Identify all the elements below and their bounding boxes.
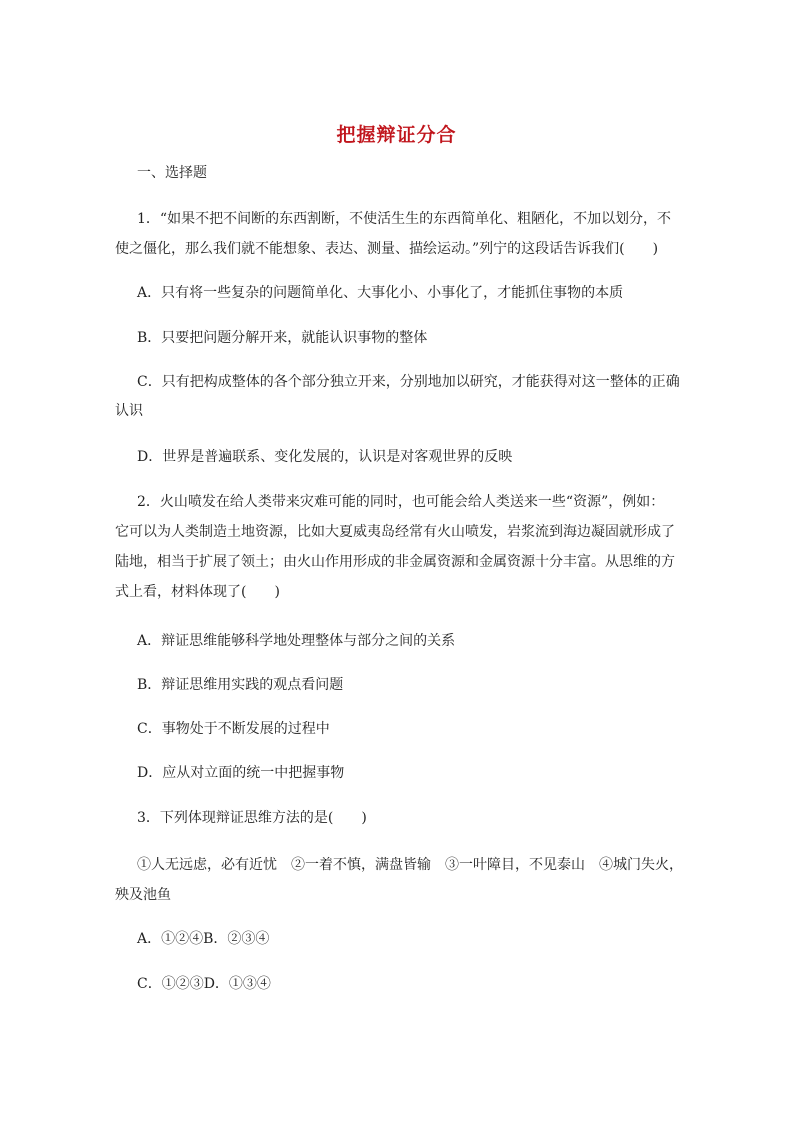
question-2-stem-line-3: 陆地，相当于扩展了领土；由火山作用形成的非金属资源和金属资源十分丰富。从思维的方 <box>115 554 675 570</box>
question-3-items-line-1: ①人无远虑，必有近忧 ②一着不慎，满盘皆输 ③一叶障目，不见泰山 ④城门失火， <box>137 857 683 873</box>
question-2-option-a: A．辩证思维能够科学地处理整体与部分之间的关系 <box>137 633 456 649</box>
question-3-stem-line-1: 3．下列体现辩证思维方法的是( ) <box>137 810 367 826</box>
question-3-option-cd: C．①②③D．①③④ <box>137 976 271 992</box>
question-3-option-ab: A．①②④B．②③④ <box>137 931 270 947</box>
question-2-option-b: B．辩证思维用实践的观点看问题 <box>137 677 344 693</box>
section-heading: 一、选择题 <box>137 165 207 181</box>
question-1-option-c-cont: 认识 <box>115 403 143 419</box>
question-3-items-line-2: 殃及池鱼 <box>115 887 171 903</box>
question-1-option-d: D．世界是普遍联系、变化发展的，认识是对客观世界的反映 <box>137 449 513 465</box>
question-2-option-c: C．事物处于不断发展的过程中 <box>137 721 330 737</box>
question-2-stem-line-2: 它可以为人类制造土地资源，比如大夏威夷岛经常有火山喷发，岩浆流到海边凝固就形成了 <box>115 524 675 540</box>
question-1-option-b: B．只要把问题分解开来，就能认识事物的整体 <box>137 330 428 346</box>
question-1-option-c: C．只有把构成整体的各个部分独立开来，分别地加以研究，才能获得对这一整体的正确 <box>137 374 680 390</box>
question-1-stem-line-2: 使之僵化，那么我们就不能想象、表达、测量、描绘运动。”列宁的这段话告诉我们( ) <box>115 241 659 257</box>
question-2-option-d: D．应从对立面的统一中把握事物 <box>137 765 345 781</box>
question-2-stem-line-1: 2．火山喷发在给人类带来灾难可能的同时，也可能会给人类送来一些“资源”，例如： <box>137 494 665 510</box>
page-title: 把握辩证分合 <box>336 124 457 146</box>
question-1-stem-line-1: 1．“如果不把不间断的东西割断，不使活生生的东西简单化、粗陋化，不加以划分，不 <box>137 211 672 227</box>
question-2-stem-line-4: 式上看，材料体现了( ) <box>115 584 280 600</box>
question-1-option-a: A．只有将一些复杂的问题简单化、大事化小、小事化了，才能抓住事物的本质 <box>137 285 624 301</box>
